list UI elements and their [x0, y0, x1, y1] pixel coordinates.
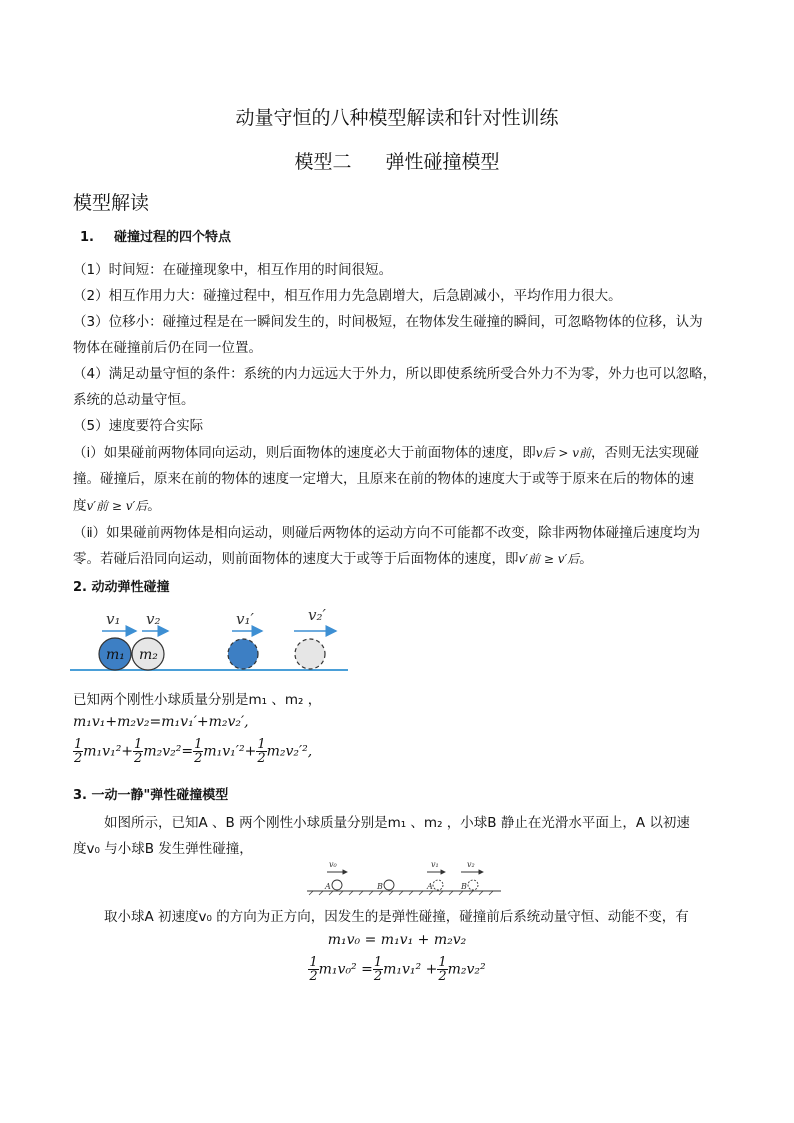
item-3: （3）位移小：碰撞过程是在一瞬间发生的，时间极短，在物体发生碰撞的瞬间，可忽略物体的位移，认为 — [73, 314, 703, 330]
item-1: （1）时间短：在碰撞现象中，相互作用的时间很短。 — [73, 262, 393, 278]
inequality-after-2: v′前 ≥ v′后 — [518, 552, 580, 566]
known-masses: 已知两个刚性小球质量分别是m₁ 、m₂ ， — [73, 692, 322, 708]
subtitle-model-name: 弹性碰撞模型 — [385, 151, 500, 173]
p3-line1: 如图所示，已知A 、B 两个刚性小球质量分别是m₁ 、m₂ ，小球B 静止在光滑水平面上，A 以初速 — [104, 815, 690, 831]
energy-equation — [73, 738, 312, 765]
point3-heading: 3. 一动一静"弹性碰撞模型 — [73, 788, 229, 803]
label-a: A — [325, 882, 331, 891]
p3-line3: 取小球A 初速度v₀ 的方向为正方向，因发生的是弹性碰撞，碰撞前后系统动量守恒、动能不变，有 — [104, 909, 689, 925]
half-fraction: $\frac{1}{2}$ — [134, 737, 143, 766]
label-b-after: B — [461, 882, 467, 891]
energy-term-4: m₂v₂′², — [266, 743, 313, 760]
subtitle-model-number: 模型二 — [294, 151, 352, 173]
sub-ii-line2 — [73, 547, 593, 567]
item-4-cont: 系统的总动量守恒。 — [73, 392, 195, 408]
inequality-after: v′前 ≥ v′后 — [86, 499, 148, 513]
item-5: （5）速度要符合实际 — [73, 418, 204, 434]
energy-term-1: m₁v₁²+ — [83, 743, 134, 760]
item-3-cont: 物体在碰撞前后仍在同一位置。 — [73, 340, 262, 356]
collision-figure-1 — [70, 600, 350, 678]
point1-title: 碰撞过程的四个特点 — [113, 230, 231, 245]
label-a-after: A — [427, 882, 433, 891]
sub-i-line1 — [73, 441, 699, 461]
energy2-term-2: m₁v₁² + — [383, 961, 438, 978]
label-v2: v₂ — [146, 610, 161, 628]
ball-m2-after — [295, 639, 325, 669]
item-2: （2）相互作用力大：碰撞过程中，相互作用力先急剧增大，后急剧减小，平均作用力很大。 — [73, 288, 622, 304]
label-v0: v₀ — [329, 860, 337, 869]
half-fraction: $\frac{1}{2}$ — [438, 955, 447, 984]
collision-figure-2 — [305, 856, 505, 896]
energy-term-3: m₁v₁′²+ — [203, 743, 257, 760]
half-fraction: $\frac{1}{2}$ — [74, 737, 83, 766]
momentum-equation-2: m₁v₀ = m₁v₁ + m₂v₂ — [327, 932, 467, 948]
ball-m1-label: m₁ — [106, 647, 125, 663]
energy-equation-2 — [0, 956, 794, 983]
sub-i-text-a: （ⅰ）如果碰前两物体同向运动，则后面物体的速度必大于前面物体的速度，即 — [73, 445, 536, 461]
sub-i-line3 — [73, 494, 161, 514]
label-v2-prime: v₂′ — [308, 606, 326, 624]
momentum-equation: m₁v₁+m₂v₂=m₁v₁′+m₂v₂′, — [73, 714, 249, 730]
inequality-before: v后 > v前 — [535, 446, 591, 460]
ground-hatching — [309, 891, 493, 895]
energy2-term-3: m₂v₂² — [447, 961, 486, 978]
label-b: B — [377, 882, 383, 891]
period-1: 。 — [147, 498, 161, 514]
half-fraction: $\frac{1}{2}$ — [373, 955, 383, 984]
doc-subtitle — [0, 147, 794, 174]
label-v1-prime: v₁′ — [236, 610, 254, 628]
ball-m2-label: m₂ — [139, 647, 158, 663]
ball-b — [384, 880, 394, 890]
label-v1: v₁ — [431, 860, 439, 869]
p3-line2: 度v₀ 与小球B 发生弹性碰撞， — [73, 841, 253, 857]
sub-i-text-b: ，否则无法实现碰 — [591, 445, 699, 461]
half-fraction: $\frac{1}{2}$ — [194, 737, 203, 766]
sub-i-line2: 撞。碰撞后，原来在前的物体的速度一定增大，且原来在前的物体的速度大于或等于原来在后的物体的速 — [73, 471, 694, 487]
energy2-term-1: m₁v₀² = — [318, 961, 373, 978]
ball-a-after — [433, 880, 443, 890]
sub-ii-line1: （ⅱ）如果碰前两物体是相向运动，则碰后两物体的运动方向不可能都不改变，除非两物体碰撞后速度均为 — [73, 525, 701, 541]
ball-a — [332, 880, 342, 890]
half-fraction: $\frac{1}{2}$ — [309, 955, 318, 984]
item-4: （4）满足动量守恒的条件：系统的内力远远大于外力，所以即使系统所受合外力不为零，外力也可以忽略， — [73, 366, 717, 382]
ball-b-after — [468, 880, 478, 890]
ball-m1-after — [228, 639, 258, 669]
point1-number: 1. — [80, 230, 94, 245]
point2-heading: 2. 动动弹性碰撞 — [73, 580, 170, 595]
half-fraction: $\frac{1}{2}$ — [257, 737, 266, 766]
label-v2: v₂ — [467, 860, 475, 869]
sub-i-text-c: 度 — [73, 498, 87, 514]
doc-title: 动量守恒的八种模型解读和针对性训练 — [235, 107, 559, 129]
section-heading: 模型解读 — [73, 192, 150, 214]
energy-term-2: m₂v₂²= — [143, 743, 194, 760]
period-2: 。 — [579, 551, 593, 567]
point1-heading — [80, 226, 231, 245]
label-v1: v₁ — [106, 610, 121, 628]
sub-ii-text: 零。若碰后沿同向运动，则前面物体的速度大于或等于后面物体的速度，即 — [73, 551, 519, 567]
